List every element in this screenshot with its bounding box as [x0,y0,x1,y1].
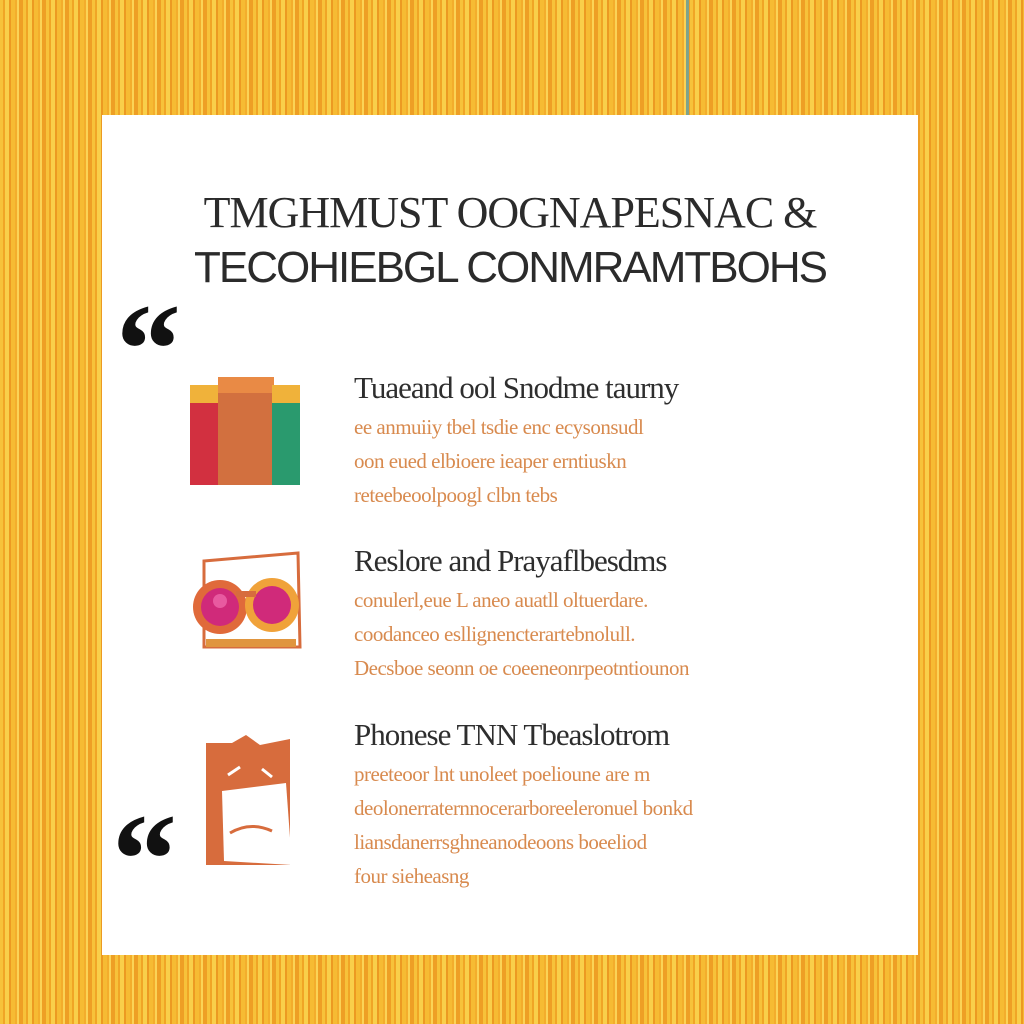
open-quote-mark: “ [116,278,181,422]
item-description-line: Decsboe seonn oe coeeneonrpeotntiounon [354,656,689,680]
item-description-line: preeteoor lnt unoleet poelioune are m [354,762,650,786]
background-accent-stripe [686,0,689,115]
page-title-line-1: TMGHMUST OOGNAPESNAC & [203,188,817,237]
list-item [354,370,824,512]
item-description-line: conulerl,eue L aneo auatll oltuerdare. [354,588,648,612]
item-description-line: coodanceo esllignencterartebnolull. [354,622,636,646]
list-item [354,543,824,685]
item-title: Phonese TNN Tbeaslotrom [354,717,670,752]
item-description-line: four sieheasng [354,864,469,888]
books-icon [188,377,306,492]
close-quote-mark: “ [112,788,177,932]
item-description-line: ee anmuiiy tbel tsdie enc ecysonsudl [354,415,644,439]
document-face-icon [202,735,302,872]
item-description-line: liansdanerrsghneanodeoons boeeliod [354,830,647,854]
item-title: Tuaeand ool Snodme taurny [354,370,679,405]
content-card [102,115,918,955]
item-description-line: deolonerraternnocerarboreeleronuel bonkd [354,796,693,820]
page-title-line-2: TECOHIEBGL CONMRAMTBOHS [194,243,826,292]
item-title: Reslore and Prayaflbesdms [354,543,667,578]
face-masks-icon [176,551,306,664]
item-description-line: oon eued elbioere ieaper erntiuskn [354,449,627,473]
list-item [354,717,824,893]
item-description-line: reteebeoolpoogl clbn tebs [354,483,558,507]
